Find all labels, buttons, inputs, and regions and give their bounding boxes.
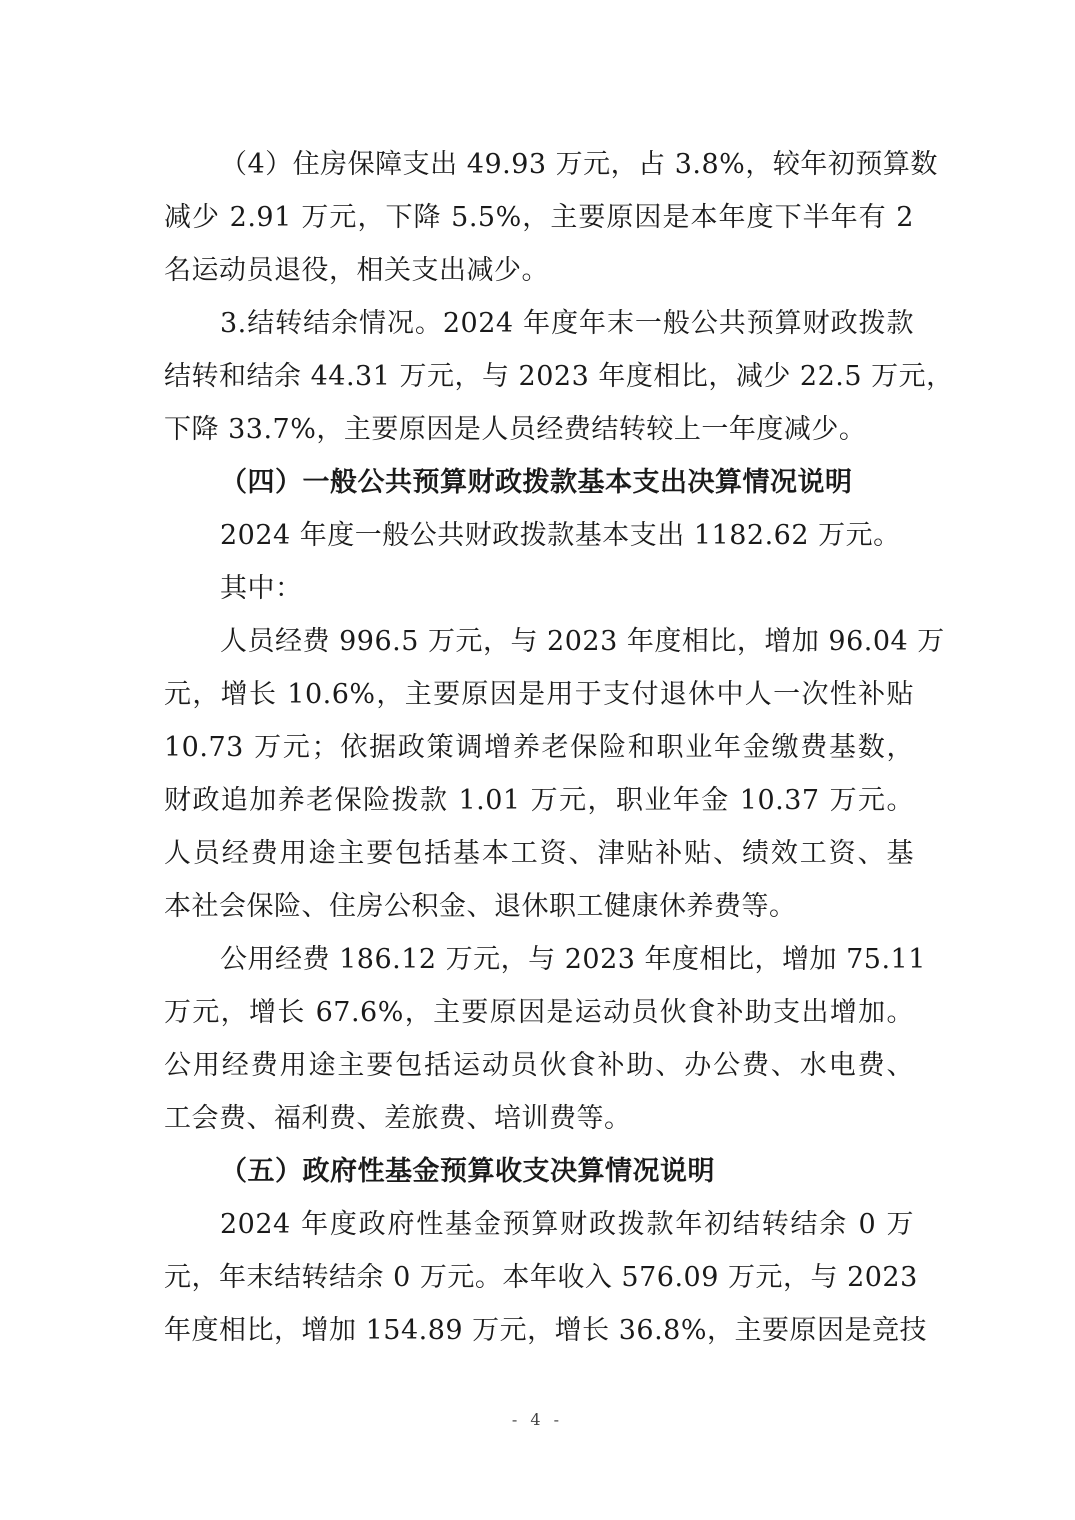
paragraph-line: 减少 2.91 万元，下降 5.5%，主要原因是本年度下半年有 2 <box>164 202 914 233</box>
section-heading-five: （五）政府性基金预算收支决算情况说明 <box>220 1156 715 1187</box>
paragraph-line: 人员经费用途主要包括基本工资、津贴补贴、绩效工资、基 <box>164 838 914 869</box>
paragraph-line: 元，增长 10.6%，主要原因是用于支付退休中人一次性补贴 <box>164 679 914 710</box>
paragraph-line: 3.结转结余情况。2024 年度年末一般公共预算财政拨款 <box>220 308 914 339</box>
paragraph-line: 公用经费用途主要包括运动员伙食补助、办公费、水电费、 <box>164 1050 914 1081</box>
paragraph-line: 本社会保险、住房公积金、退休职工健康休养费等。 <box>164 891 797 922</box>
paragraph-line: 其中： <box>220 573 303 604</box>
paragraph-line: 元，年末结转结余 0 万元。本年收入 576.09 万元，与 2023 <box>164 1262 918 1293</box>
paragraph-line: 下降 33.7%，主要原因是人员经费结转较上一年度减少。 <box>164 414 867 445</box>
paragraph-line: 2024 年度一般公共财政拨款基本支出 1182.62 万元。 <box>220 520 901 551</box>
paragraph-line: 公用经费 186.12 万元，与 2023 年度相比，增加 75.11 <box>220 944 926 975</box>
paragraph-line: 10.73 万元；依据政策调增养老保险和职业年金缴费基数， <box>164 732 914 763</box>
paragraph-line: 名运动员退役，相关支出减少。 <box>164 255 549 286</box>
paragraph-line: （4）住房保障支出 49.93 万元，占 3.8%，较年初预算数 <box>220 149 938 180</box>
paragraph-line: 万元，增长 67.6%，主要原因是运动员伙食补助支出增加。 <box>164 997 914 1028</box>
paragraph-line: 工会费、福利费、差旅费、培训费等。 <box>164 1103 632 1134</box>
section-heading-four: （四）一般公共预算财政拨款基本支出决算情况说明 <box>220 467 853 498</box>
paragraph-line: 年度相比，增加 154.89 万元，增长 36.8%，主要原因是竞技 <box>164 1315 927 1346</box>
paragraph-line: 财政追加养老保险拨款 1.01 万元，职业年金 10.37 万元。 <box>164 785 914 816</box>
paragraph-line: 2024 年度政府性基金预算财政拨款年初结转结余 0 万 <box>220 1209 914 1240</box>
paragraph-line: 人员经费 996.5 万元，与 2023 年度相比，增加 96.04 万 <box>220 626 945 657</box>
paragraph-line: 结转和结余 44.31 万元，与 2023 年度相比，减少 22.5 万元， <box>164 361 954 392</box>
page-number: - 4 - <box>511 1410 564 1429</box>
